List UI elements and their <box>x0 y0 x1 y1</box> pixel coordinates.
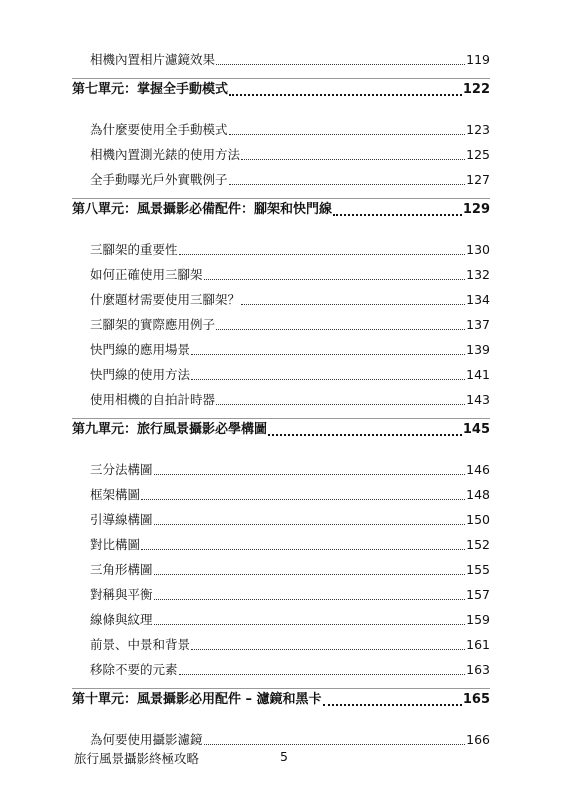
toc-page-number: 127 <box>466 172 490 187</box>
toc-title: 第七單元：掌握全手動模式 <box>72 82 229 97</box>
footer-book-title: 旅行風景攝影終極攻略 <box>74 751 200 766</box>
dot-leader <box>241 303 465 305</box>
toc-title: 框架構圖 <box>90 487 141 502</box>
toc-entry[interactable] <box>90 290 490 310</box>
toc-title: 什麼題材需要使用三腳架？ <box>90 292 241 307</box>
toc-page-number: 122 <box>462 82 490 97</box>
chapter-divider <box>72 688 490 689</box>
toc-entry[interactable] <box>90 265 490 285</box>
toc-page-number: 143 <box>466 392 490 407</box>
toc-chapter-heading[interactable] <box>72 690 490 710</box>
toc-entry[interactable] <box>90 145 490 165</box>
toc-page-number: 157 <box>466 587 490 602</box>
toc-entry[interactable] <box>90 365 490 385</box>
toc-page-number: 165 <box>462 692 490 707</box>
dot-leader <box>154 598 466 600</box>
toc-chapter-heading[interactable] <box>72 200 490 220</box>
toc-entry[interactable] <box>90 460 490 480</box>
chapter-divider <box>72 78 490 79</box>
toc-title: 前景、中景和背景 <box>90 637 191 652</box>
dot-leader <box>179 253 466 255</box>
toc-title: 線條與紋理 <box>90 612 153 627</box>
toc-page-number: 141 <box>466 367 490 382</box>
dot-leader <box>191 378 465 380</box>
toc-page-number: 161 <box>466 637 490 652</box>
toc-entry[interactable] <box>90 610 490 630</box>
dot-leader <box>229 93 462 96</box>
dot-leader <box>191 648 465 650</box>
dot-leader <box>216 63 465 65</box>
dot-leader <box>333 213 462 216</box>
dot-leader <box>204 278 466 280</box>
toc-page-number: 132 <box>466 267 490 282</box>
toc-page-number: 146 <box>466 462 490 477</box>
toc-title: 對稱與平衡 <box>90 587 153 602</box>
toc-title: 移除不要的元素 <box>90 662 178 677</box>
toc-page-number: 125 <box>466 147 490 162</box>
toc-title: 為何要使用攝影濾鏡 <box>90 732 203 747</box>
toc-entry[interactable] <box>90 390 490 410</box>
dot-leader <box>179 673 466 675</box>
toc-title: 三腳架的重要性 <box>90 242 178 257</box>
toc-entry[interactable] <box>90 585 490 605</box>
toc-page-number: 159 <box>466 612 490 627</box>
toc-entry[interactable] <box>90 170 490 190</box>
toc-page-number: 134 <box>466 292 490 307</box>
toc-entry[interactable] <box>90 730 490 750</box>
toc-title: 全手動曝光戶外實戰例子 <box>90 172 228 187</box>
toc-title: 為什麼要使用全手動模式 <box>90 122 228 137</box>
toc-entry[interactable] <box>90 315 490 335</box>
dot-leader <box>216 403 465 405</box>
toc-entry[interactable] <box>90 510 490 530</box>
toc-page-number: 150 <box>466 512 490 527</box>
toc-page-number: 148 <box>466 487 490 502</box>
toc-page-number: 130 <box>466 242 490 257</box>
toc-page-number: 166 <box>466 732 490 747</box>
toc-chapter-heading[interactable] <box>72 80 490 100</box>
toc-entry[interactable] <box>90 635 490 655</box>
chapter-divider <box>72 418 490 419</box>
toc-entry[interactable] <box>90 485 490 505</box>
dot-leader <box>229 133 466 135</box>
toc-title: 相機內置相片濾鏡效果 <box>90 52 216 67</box>
toc-entry[interactable] <box>90 560 490 580</box>
toc-entry[interactable] <box>90 340 490 360</box>
dot-leader <box>154 473 466 475</box>
dot-leader <box>268 433 462 436</box>
dot-leader <box>241 158 465 160</box>
dot-leader <box>229 183 466 185</box>
toc-title: 三角形構圖 <box>90 562 153 577</box>
toc-title: 三分法構圖 <box>90 462 153 477</box>
dot-leader <box>154 523 466 525</box>
toc-title: 使用相機的自拍計時器 <box>90 392 216 407</box>
toc-page-number: 129 <box>462 202 490 217</box>
toc-title: 第八單元：風景攝影必備配件：腳架和快門線 <box>72 202 333 217</box>
toc-title: 快門線的使用方法 <box>90 367 191 382</box>
dot-leader <box>154 573 466 575</box>
dot-leader <box>204 743 466 745</box>
chapter-divider <box>72 198 490 199</box>
dot-leader <box>191 353 465 355</box>
toc-title: 第九單元：旅行風景攝影必學構圖 <box>72 422 268 437</box>
toc-chapter-heading[interactable] <box>72 420 490 440</box>
dot-leader <box>141 498 465 500</box>
toc-page-number: 145 <box>462 422 490 437</box>
toc-entry[interactable] <box>90 535 490 555</box>
toc-title: 三腳架的實際應用例子 <box>90 317 216 332</box>
toc-title: 引導線構圖 <box>90 512 153 527</box>
toc-page-number: 155 <box>466 562 490 577</box>
toc-page-number: 137 <box>466 317 490 332</box>
toc-page-number: 163 <box>466 662 490 677</box>
dot-leader <box>141 548 465 550</box>
dot-leader <box>154 623 466 625</box>
toc-entry[interactable] <box>90 240 490 260</box>
toc-page-number: 119 <box>466 52 490 67</box>
toc-title: 第十單元：風景攝影必用配件 – 濾鏡和黑卡 <box>72 692 322 707</box>
toc-page-number: 123 <box>466 122 490 137</box>
dot-leader <box>323 703 462 706</box>
toc-title: 如何正確使用三腳架 <box>90 267 203 282</box>
toc-page-number: 152 <box>466 537 490 552</box>
toc-entry[interactable] <box>90 660 490 680</box>
toc-entry[interactable] <box>90 120 490 140</box>
dot-leader <box>216 328 465 330</box>
toc-title: 對比構圖 <box>90 537 141 552</box>
toc-title: 快門線的應用場景 <box>90 342 191 357</box>
toc-page-number: 139 <box>466 342 490 357</box>
toc-entry[interactable] <box>90 50 490 70</box>
footer-page-number: 5 <box>280 749 288 764</box>
toc-title: 相機內置測光錶的使用方法 <box>90 147 241 162</box>
